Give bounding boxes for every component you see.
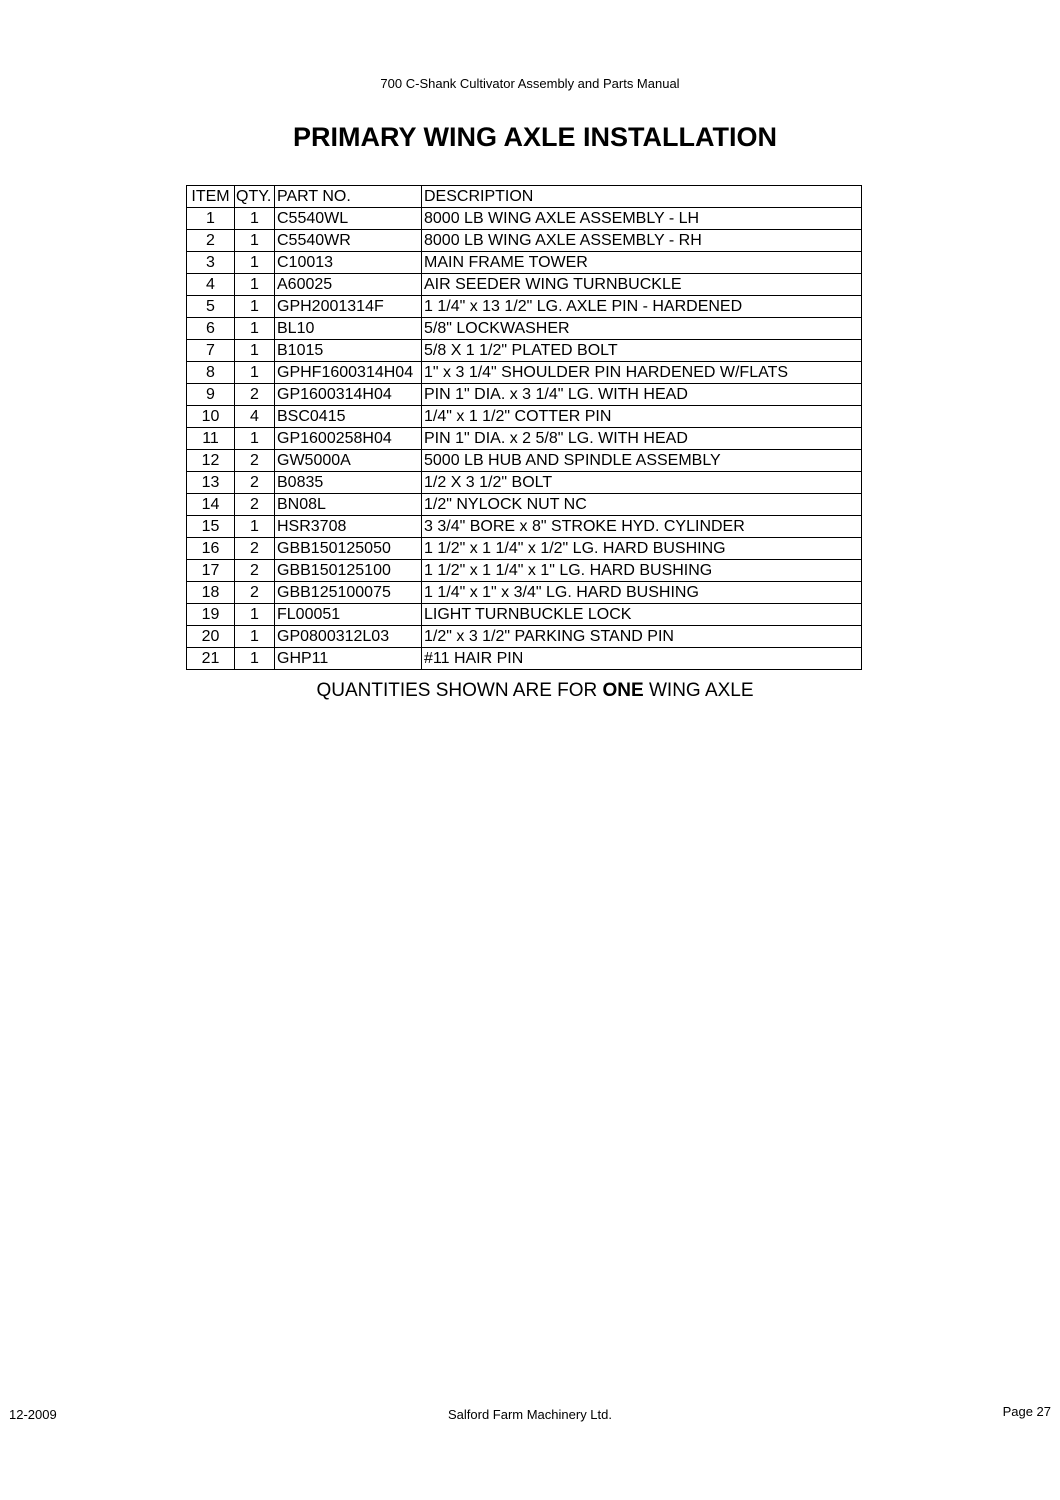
table-row — [187, 318, 862, 340]
cell-item: 12 — [187, 450, 235, 472]
column-header-description: DESCRIPTION — [422, 186, 862, 208]
parts-table-body — [187, 208, 862, 670]
cell-item: 9 — [187, 384, 235, 406]
cell-item: 1 — [187, 208, 235, 230]
table-row — [187, 648, 862, 670]
cell-item: 21 — [187, 648, 235, 670]
cell-qty: 2 — [235, 494, 275, 516]
cell-description: 1/2 X 3 1/2" BOLT — [422, 472, 862, 494]
cell-description: MAIN FRAME TOWER — [422, 252, 862, 274]
cell-item: 7 — [187, 340, 235, 362]
cell-qty: 1 — [235, 516, 275, 538]
table-row — [187, 274, 862, 296]
cell-part-no: GP0800312L03 — [275, 626, 422, 648]
table-row — [187, 384, 862, 406]
parts-table-header — [187, 186, 862, 208]
cell-qty: 1 — [235, 604, 275, 626]
cell-qty: 1 — [235, 296, 275, 318]
cell-item: 18 — [187, 582, 235, 604]
cell-part-no: B1015 — [275, 340, 422, 362]
cell-part-no: FL00051 — [275, 604, 422, 626]
parts-table — [186, 185, 862, 670]
cell-qty: 2 — [235, 450, 275, 472]
cell-item: 17 — [187, 560, 235, 582]
table-row — [187, 626, 862, 648]
cell-item: 5 — [187, 296, 235, 318]
cell-description: AIR SEEDER WING TURNBUCKLE — [422, 274, 862, 296]
cell-description: 8000 LB WING AXLE ASSEMBLY - LH — [422, 208, 862, 230]
cell-description: 1 1/2" x 1 1/4" x 1" LG. HARD BUSHING — [422, 560, 862, 582]
cell-description: 5/8" LOCKWASHER — [422, 318, 862, 340]
cell-item: 15 — [187, 516, 235, 538]
cell-description: 1" x 3 1/4" SHOULDER PIN HARDENED W/FLATS — [422, 362, 862, 384]
column-header-qty: QTY. — [235, 186, 275, 208]
cell-part-no: BN08L — [275, 494, 422, 516]
cell-description: 5000 LB HUB AND SPINDLE ASSEMBLY — [422, 450, 862, 472]
cell-qty: 1 — [235, 318, 275, 340]
table-row — [187, 582, 862, 604]
column-header-part-no: PART NO. — [275, 186, 422, 208]
cell-description: PIN 1" DIA. x 2 5/8" LG. WITH HEAD — [422, 428, 862, 450]
cell-part-no: GW5000A — [275, 450, 422, 472]
cell-qty: 4 — [235, 406, 275, 428]
cell-item: 10 — [187, 406, 235, 428]
cell-description: 1/2" NYLOCK NUT NC — [422, 494, 862, 516]
table-row — [187, 494, 862, 516]
footer-date: 12-2009 — [9, 1407, 57, 1422]
cell-part-no: C5540WR — [275, 230, 422, 252]
table-row — [187, 428, 862, 450]
cell-part-no: BL10 — [275, 318, 422, 340]
table-row — [187, 208, 862, 230]
cell-qty: 2 — [235, 560, 275, 582]
page-title: PRIMARY WING AXLE INSTALLATION — [293, 122, 777, 152]
cell-item: 8 — [187, 362, 235, 384]
table-row — [187, 406, 862, 428]
cell-description: 1 1/2" x 1 1/4" x 1/2" LG. HARD BUSHING — [422, 538, 862, 560]
quantities-note — [0, 680, 1060, 702]
cell-item: 4 — [187, 274, 235, 296]
cell-qty: 1 — [235, 208, 275, 230]
cell-item: 19 — [187, 604, 235, 626]
cell-item: 20 — [187, 626, 235, 648]
cell-qty: 1 — [235, 428, 275, 450]
footer-page-number: Page 27 — [1002, 1404, 1051, 1419]
table-row — [187, 362, 862, 384]
cell-qty: 1 — [235, 626, 275, 648]
cell-description: 1 1/4" x 13 1/2" LG. AXLE PIN - HARDENED — [422, 296, 862, 318]
cell-part-no: GPHF1600314H04 — [275, 362, 422, 384]
cell-part-no: BSC0415 — [275, 406, 422, 428]
cell-item: 16 — [187, 538, 235, 560]
note-emphasis: ONE — [602, 680, 644, 701]
column-header-item: ITEM — [187, 186, 235, 208]
cell-description: 1/2" x 3 1/2" PARKING STAND PIN — [422, 626, 862, 648]
cell-part-no: GBB150125100 — [275, 560, 422, 582]
cell-item: 6 — [187, 318, 235, 340]
table-row — [187, 516, 862, 538]
cell-description: PIN 1" DIA. x 3 1/4" LG. WITH HEAD — [422, 384, 862, 406]
cell-qty: 2 — [235, 384, 275, 406]
cell-item: 11 — [187, 428, 235, 450]
cell-description: 3 3/4" BORE x 8" STROKE HYD. CYLINDER — [422, 516, 862, 538]
cell-item: 13 — [187, 472, 235, 494]
cell-qty: 1 — [235, 362, 275, 384]
cell-part-no: GP1600314H04 — [275, 384, 422, 406]
cell-part-no: C5540WL — [275, 208, 422, 230]
cell-qty: 1 — [235, 230, 275, 252]
cell-qty: 1 — [235, 274, 275, 296]
cell-part-no: GBB125100075 — [275, 582, 422, 604]
cell-qty: 2 — [235, 582, 275, 604]
cell-item: 2 — [187, 230, 235, 252]
note-prefix: QUANTITIES SHOWN ARE FOR — [316, 680, 603, 701]
cell-description: 1/4" x 1 1/2" COTTER PIN — [422, 406, 862, 428]
cell-part-no: GBB150125050 — [275, 538, 422, 560]
cell-qty: 2 — [235, 538, 275, 560]
cell-part-no: B0835 — [275, 472, 422, 494]
cell-qty: 1 — [235, 252, 275, 274]
cell-qty: 1 — [235, 648, 275, 670]
cell-part-no: GP1600258H04 — [275, 428, 422, 450]
table-row — [187, 296, 862, 318]
cell-item: 14 — [187, 494, 235, 516]
table-row — [187, 252, 862, 274]
cell-part-no: GHP11 — [275, 648, 422, 670]
table-row — [187, 230, 862, 252]
cell-qty: 1 — [235, 340, 275, 362]
table-row — [187, 604, 862, 626]
cell-part-no: HSR3708 — [275, 516, 422, 538]
header-row — [187, 186, 862, 208]
cell-part-no: A60025 — [275, 274, 422, 296]
cell-item: 3 — [187, 252, 235, 274]
cell-description: LIGHT TURNBUCKLE LOCK — [422, 604, 862, 626]
cell-qty: 2 — [235, 472, 275, 494]
cell-part-no: GPH2001314F — [275, 296, 422, 318]
table-row — [187, 450, 862, 472]
cell-description: #11 HAIR PIN — [422, 648, 862, 670]
table-row — [187, 560, 862, 582]
cell-description: 5/8 X 1 1/2" PLATED BOLT — [422, 340, 862, 362]
running-header: 700 C-Shank Cultivator Assembly and Parts Manual — [380, 76, 680, 91]
cell-description: 1 1/4" x 1" x 3/4" LG. HARD BUSHING — [422, 582, 862, 604]
table-row — [187, 340, 862, 362]
table-row — [187, 472, 862, 494]
table-row — [187, 538, 862, 560]
note-suffix: WING AXLE — [643, 680, 754, 701]
cell-description: 8000 LB WING AXLE ASSEMBLY - RH — [422, 230, 862, 252]
cell-part-no: C10013 — [275, 252, 422, 274]
footer-company: Salford Farm Machinery Ltd. — [447, 1407, 612, 1422]
